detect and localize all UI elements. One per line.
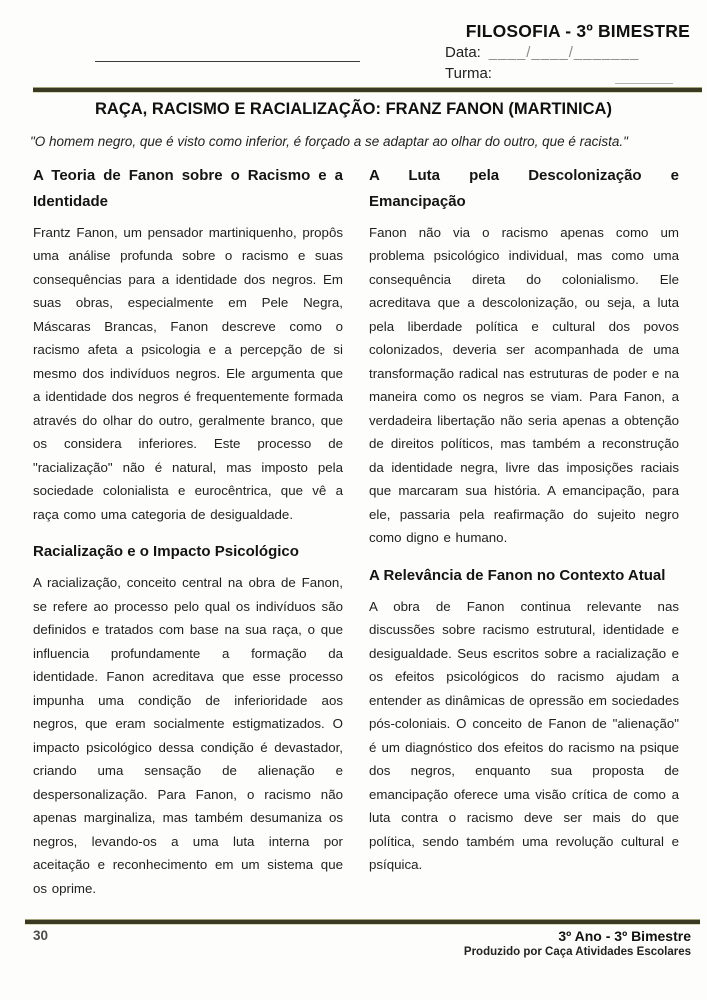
class-field-row: [445, 63, 707, 84]
footer-divider: [25, 919, 700, 925]
footer-credit: Produzido por Caça Atividades Escolares: [463, 946, 691, 958]
article-columns: [33, 158, 679, 901]
student-name-blank-line: [95, 60, 360, 62]
section-body: Fanon não via o racismo apenas como um problema psicológico individual, mas como uma consequência direta do colonialismo. Ele acreditava que a descolonização, ou seja, a luta pela liberdade política e cultural dos povos colonizados, deveria ser acompanhada de uma transformação radical nas estruturas de poder e na maneira como os negros se viam. Para Fanon, a verdadeira libertação não seria apenas a obtenção de direitos políticos, mas também a reconstrução da identidade negra, livre das imposições raciais que marcaram sua história. A emancipação, para ele, passaria pela reafirmação do sujeito negro como digno e humano.: [369, 224, 679, 546]
section-body: Frantz Fanon, um pensador martiniquenho, propôs uma análise profunda sobre o racismo e suas consequências para a identidade dos negros. Em suas obras, especialmente em Pele Negra, Máscaras Brancas, Fanon descreve como o racismo afeta a psicologia e a percepção de si mesmo dos indivíduos negros. Ele argumenta que a identidade dos negros é frequentemente formada através do olhar do outro, geralmente branco, que os considera inferiores. Este processo de "racialização" não é natural, mas imposto pela sociedade colonialista e eurocêntrica, que vê a raça como uma categoria de desigualdade.: [33, 224, 343, 522]
header-fields-row: [0, 42, 707, 84]
opening-quote: "O homem negro, que é visto como inferior, é forçado a se adaptar ao olhar do outro, que é racista.": [30, 133, 628, 149]
section-body: A racialização, conceito central na obra de Fanon, se refere ao processo pelo qual os indivíduos são definidos e tratados com base na sua raça, o que influencia profundamente a formação da identidade. Fanon acreditava que esse processo impunha uma condição de inferioridade aos negros, que eram socialmente estigmatizados. O impacto psicológico dessa condição é devastador, criando uma sensação de alienação e despersonalização. Para Fanon, o racismo não apenas marginaliza, mas também desumaniza os negros, levando-os a uma luta interna por aceitação e reconhecimento em um sistema que os oprime.: [33, 575, 343, 896]
right-column: [369, 158, 679, 901]
header-divider: [33, 87, 702, 93]
section-heading: A Relevância de Fanon no Contexto Atual: [369, 566, 666, 584]
page-footer: [0, 919, 707, 958]
section-body: A obra de Fanon continua relevante nas discussões sobre racismo estrutural, identidade e desigualdade. Seus escritos sobre a racialização e os efeitos psicológicos do racismo ajudam a entender as dinâmicas de opressão em sociedades pós-coloniais. O conceito de Fanon de "alienação" é um diagnóstico dos efeitos do racismo na psique dos negros, enquanto sua proposta de emancipação oferece uma visão crítica de como a luta contra o racismo deve ser mais do que política, sendo também uma revolução cultural e psíquica.: [369, 598, 679, 873]
section-heading: Racialização e o Impacto Psicológico: [33, 543, 299, 561]
footer-right-block: [464, 928, 691, 958]
class-blank-line: [615, 69, 673, 84]
footer-row: [33, 928, 691, 958]
date-label: Data:: [445, 44, 481, 61]
page-header: [0, 0, 707, 84]
date-field-row: [445, 42, 707, 63]
section-heading: A Luta pela Descolonização e Emancipação: [369, 166, 679, 210]
class-label: Turma:: [445, 65, 492, 82]
page-number: 30: [33, 928, 49, 943]
document-title: RAÇA, RACISMO E RACIALIZAÇÃO: FRANZ FANON (MARTINICA): [95, 100, 612, 118]
date-class-fields: [445, 42, 707, 84]
date-blank-line: ____/____/_______: [488, 44, 640, 61]
left-column: [33, 158, 343, 901]
course-title: FILOSOFIA - 3º BIMESTRE: [465, 21, 690, 41]
footer-grade-bimester: 3º Ano - 3º Bimestre: [558, 928, 691, 944]
section-heading: A Teoria de Fanon sobre o Racismo e a Identidade: [33, 166, 343, 210]
